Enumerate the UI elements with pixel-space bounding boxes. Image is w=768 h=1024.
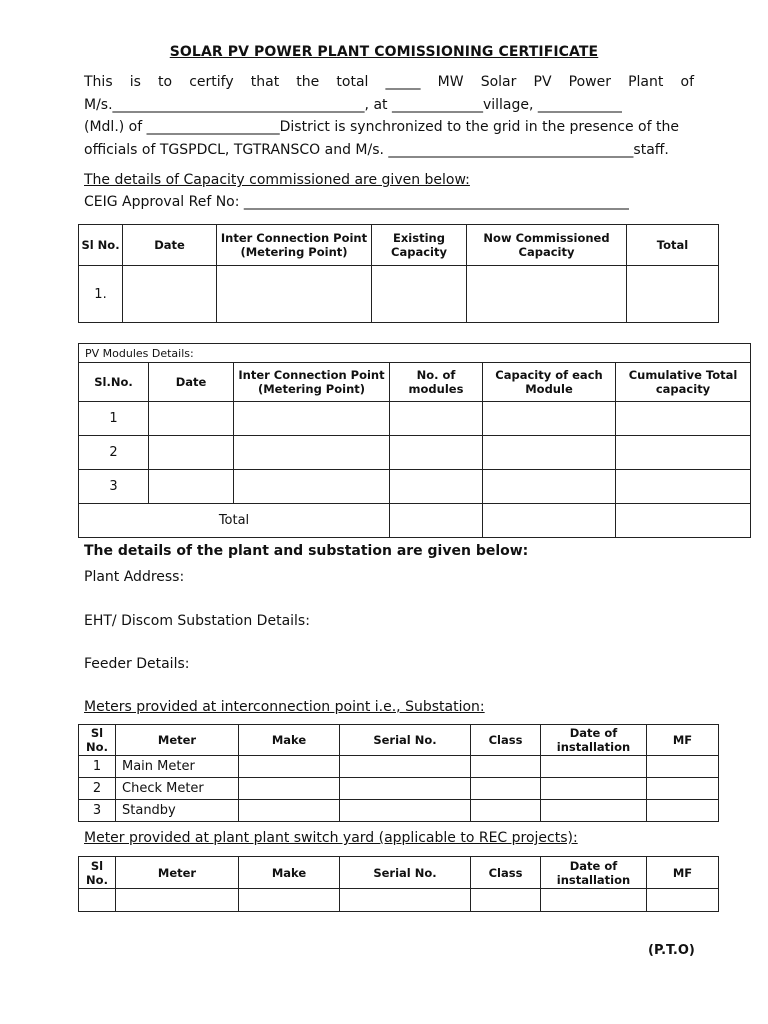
cell-date-of-installation[interactable] [541, 889, 647, 912]
cell-cumulative-total-capacity[interactable] [616, 402, 751, 436]
meters-substation-table [78, 724, 719, 822]
cell-meter: Standby [116, 800, 239, 822]
cell-meter[interactable] [116, 889, 239, 912]
header-sl-no: Sl.No. [79, 363, 149, 402]
cell-capacity-each-module[interactable] [483, 436, 616, 470]
cell-interconnection-point[interactable] [234, 436, 390, 470]
header-class: Class [471, 857, 541, 889]
cell-total[interactable] [627, 266, 719, 323]
cell-sl-no: 2 [79, 778, 116, 800]
cell-no-of-modules[interactable] [390, 436, 483, 470]
intro-line-4: officials of TGSPDCL, TGTRANSCO and M/s. ___________________________________staff. [84, 141, 669, 158]
capacity-table-header-row [79, 225, 719, 266]
cell-sl-no: 3 [79, 800, 116, 822]
meters-switchyard-table [78, 856, 719, 912]
cell-date[interactable] [123, 266, 217, 323]
header-sl-no: Sl No. [79, 857, 116, 889]
capacity-heading: The details of Capacity commissioned are given below: [84, 172, 470, 188]
cell-cumulative-total-capacity[interactable] [616, 470, 751, 504]
cell-sl-no: 3 [79, 470, 149, 504]
cell-class[interactable] [471, 800, 541, 822]
cell-date-of-installation[interactable] [541, 756, 647, 778]
meters-substation-header-row [79, 725, 719, 756]
header-date-of-installation: Date of installation [541, 725, 647, 756]
document-title: SOLAR PV POWER PLANT COMISSIONING CERTIFICATE [169, 44, 599, 60]
total-label: Total [79, 504, 390, 538]
header-meter: Meter [116, 725, 239, 756]
cell-capacity-each-module[interactable] [483, 402, 616, 436]
pv-modules-total-row [79, 504, 751, 538]
header-no-of-modules: No. of modules [390, 363, 483, 402]
substation-details-label: EHT/ Discom Substation Details: [84, 613, 310, 629]
cell-existing-capacity[interactable] [372, 266, 467, 323]
header-mf: MF [647, 857, 719, 889]
header-date: Date [149, 363, 234, 402]
table-row [79, 778, 719, 800]
pv-modules-caption-row [79, 344, 751, 363]
cell-make[interactable] [239, 756, 340, 778]
table-row [79, 756, 719, 778]
cell-mf[interactable] [647, 756, 719, 778]
cell-no-of-modules[interactable] [390, 470, 483, 504]
header-serial-no: Serial No. [340, 725, 471, 756]
table-row [79, 266, 719, 323]
cell-no-of-modules[interactable] [390, 402, 483, 436]
plant-address-label: Plant Address: [84, 569, 185, 585]
cell-now-commissioned-capacity[interactable] [467, 266, 627, 323]
cell-date-of-installation[interactable] [541, 800, 647, 822]
cell-capacity-each-module[interactable] [483, 470, 616, 504]
table-row [79, 889, 719, 912]
cell-make[interactable] [239, 889, 340, 912]
header-existing-capacity: Existing Capacity [372, 225, 467, 266]
cell-interconnection-point[interactable] [234, 470, 390, 504]
table-row [79, 800, 719, 822]
pv-modules-header-row [79, 363, 751, 402]
cell-sl-no: 2 [79, 436, 149, 470]
meters-switchyard-heading: Meter provided at plant plant switch yard (applicable to REC projects): [84, 830, 578, 846]
header-date: Date [123, 225, 217, 266]
header-meter: Meter [116, 857, 239, 889]
cell-interconnection-point[interactable] [217, 266, 372, 323]
header-interconnection-point: Inter Connection Point (Metering Point) [234, 363, 390, 402]
cell-sl-no[interactable] [79, 889, 116, 912]
pto-label: (P.T.O) [648, 943, 695, 958]
cell-mf[interactable] [647, 778, 719, 800]
cell-date[interactable] [149, 470, 234, 504]
ceig-approval-line: CEIG Approval Ref No: _______________________________________________________ [84, 194, 629, 210]
cell-date[interactable] [149, 436, 234, 470]
cell-make[interactable] [239, 778, 340, 800]
header-date-of-installation: Date of installation [541, 857, 647, 889]
cell-serial-no[interactable] [340, 889, 471, 912]
header-total: Total [627, 225, 719, 266]
header-make: Make [239, 725, 340, 756]
cell-sl-no: 1 [79, 756, 116, 778]
header-class: Class [471, 725, 541, 756]
pv-modules-table [78, 343, 751, 538]
intro-line-3: (Mdl.) of ___________________District is synchronized to the grid in the presence of the [84, 119, 679, 135]
intro-line-2: M/s.____________________________________, at _____________village, ____________ [84, 96, 622, 113]
header-cumulative-total-capacity: Cumulative Total capacity [616, 363, 751, 402]
intro-line-1: This is to certify that the total _____ MW Solar PV Power Plant of [84, 74, 694, 90]
header-sl-no: Sl No. [79, 725, 116, 756]
cell-total-capacity-each-module[interactable] [483, 504, 616, 538]
cell-cumulative-total-capacity[interactable] [616, 436, 751, 470]
meters-substation-heading: Meters provided at interconnection point i.e., Substation: [84, 699, 485, 715]
pv-modules-caption: PV Modules Details: [79, 344, 751, 363]
cell-meter: Main Meter [116, 756, 239, 778]
cell-class[interactable] [471, 778, 541, 800]
cell-sl-no: 1 [79, 402, 149, 436]
cell-serial-no[interactable] [340, 800, 471, 822]
cell-mf[interactable] [647, 800, 719, 822]
header-serial-no: Serial No. [340, 857, 471, 889]
header-capacity-each-module: Capacity of each Module [483, 363, 616, 402]
cell-sl-no: 1. [79, 266, 123, 323]
header-interconnection-point: Inter Connection Point (Metering Point) [217, 225, 372, 266]
cell-total-no-of-modules[interactable] [390, 504, 483, 538]
cell-class[interactable] [471, 889, 541, 912]
table-row [79, 436, 751, 470]
header-make: Make [239, 857, 340, 889]
cell-date-of-installation[interactable] [541, 778, 647, 800]
cell-mf[interactable] [647, 889, 719, 912]
intro-paragraph [84, 71, 694, 161]
table-row [79, 402, 751, 436]
plant-details-heading: The details of the plant and substation are given below: [84, 543, 529, 559]
cell-total-cumulative-capacity[interactable] [616, 504, 751, 538]
feeder-details-label: Feeder Details: [84, 656, 190, 672]
cell-date[interactable] [149, 402, 234, 436]
header-now-commissioned-capacity: Now Commissioned Capacity [467, 225, 627, 266]
header-sl-no: Sl No. [79, 225, 123, 266]
capacity-table [78, 224, 719, 323]
cell-meter: Check Meter [116, 778, 239, 800]
cell-serial-no[interactable] [340, 756, 471, 778]
cell-serial-no[interactable] [340, 778, 471, 800]
cell-make[interactable] [239, 800, 340, 822]
cell-interconnection-point[interactable] [234, 402, 390, 436]
meters-switchyard-header-row [79, 857, 719, 889]
table-row [79, 470, 751, 504]
cell-class[interactable] [471, 756, 541, 778]
header-mf: MF [647, 725, 719, 756]
